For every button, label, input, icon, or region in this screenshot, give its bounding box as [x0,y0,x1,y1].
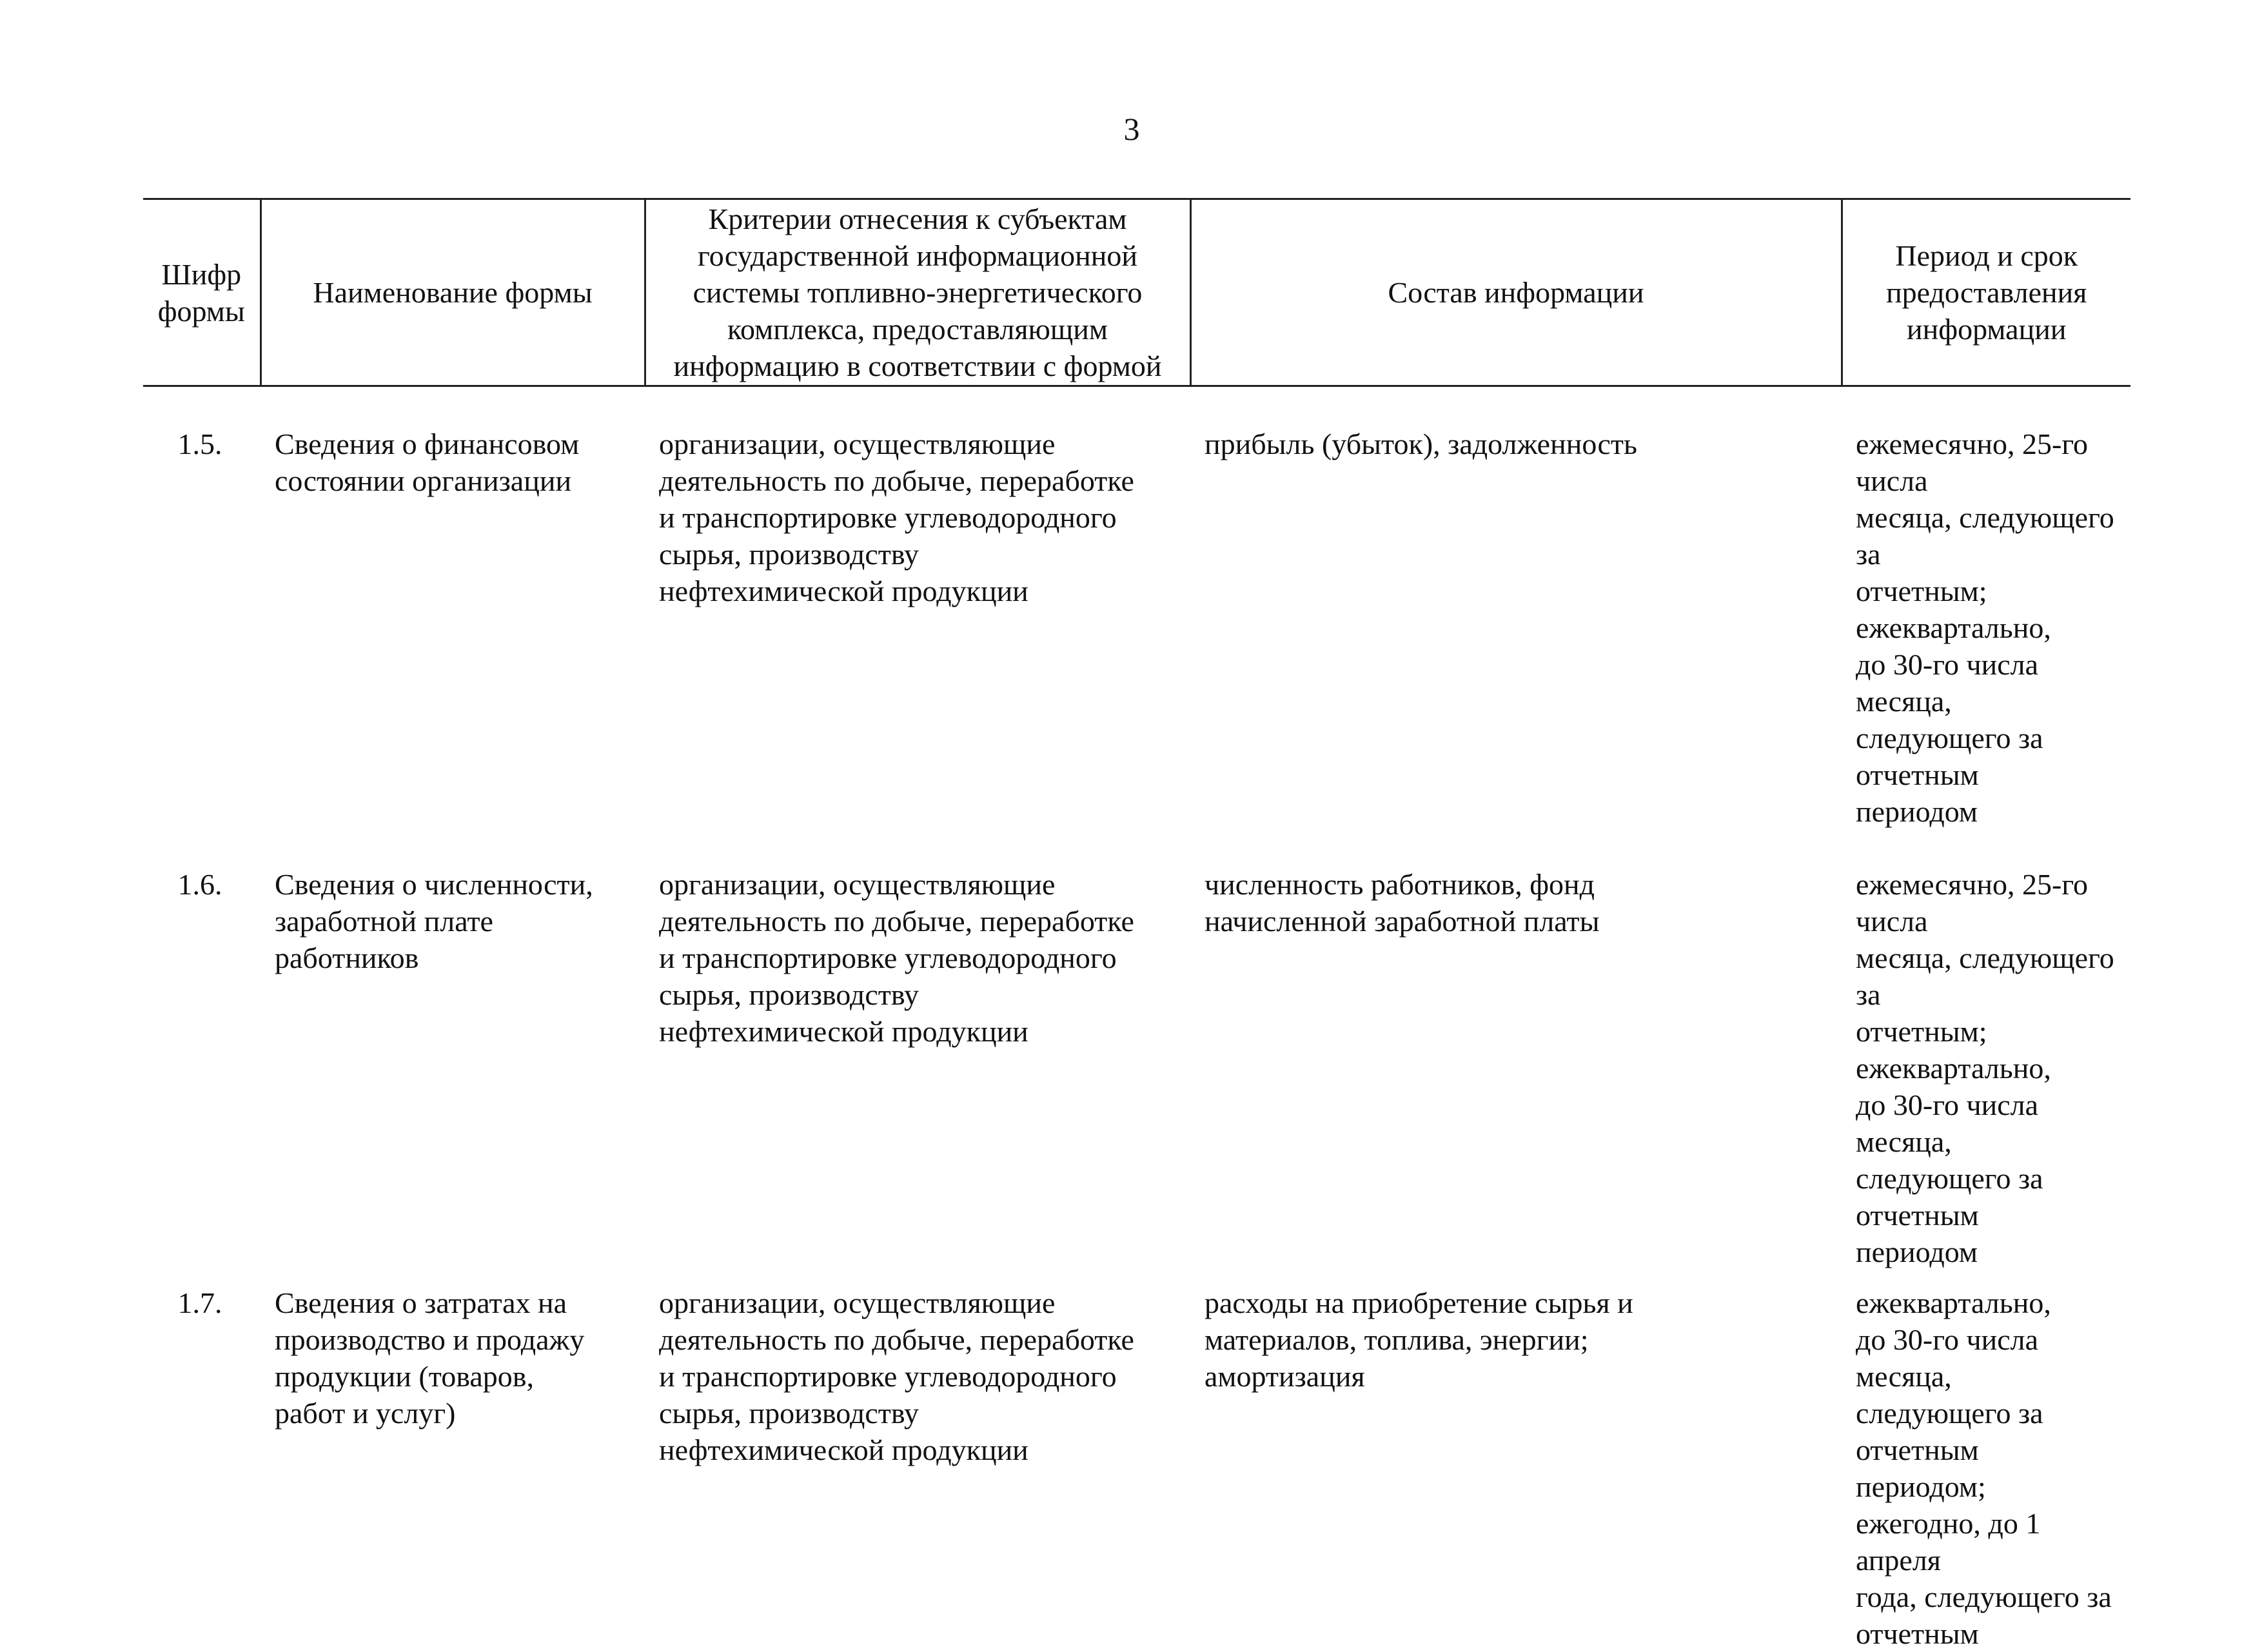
row-content: численность работников, фонд начисленной заработной платы [1190,830,1842,1270]
row-code: 1.7. [143,1270,261,1652]
row-code: 1.6. [143,830,261,1270]
row-criteria: организации, осуществляющие деятельность по добыче, переработке и транспортировке углеводородного сырья, производству нефтехимической продукции [645,1270,1190,1652]
table-row [143,1270,2130,1652]
header-content-label: Состав информации [1388,276,1644,309]
row-form-name: Сведения о финансовом состоянии организации [261,386,645,831]
header-row [143,199,2130,386]
header-code-label: Шифр формы [158,258,245,328]
header-criteria-label: Критерии отнесения к субъектам государственной информационной системы топливно-энергетического комплекса, предоставляющим информацию в соответствии с формой [673,202,1161,382]
header-criteria [645,199,1190,386]
row-code: 1.5. [143,386,261,831]
row-period: ежемесячно, 25-го числа месяца, следующего за отчетным; ежеквартально, до 30-го числа месяца, следующего за отчетным периодом [1842,830,2130,1270]
forms-table [143,198,2130,1652]
row-criteria: организации, осуществляющие деятельность по добыче, переработке и транспортировке углеводородного сырья, производству нефтехимической продукции [645,830,1190,1270]
row-content: прибыль (убыток), задолженность [1190,386,1842,831]
row-form-name: Сведения о затратах на производство и продажу продукции (товаров, работ и услуг) [261,1270,645,1652]
table-body [143,386,2130,1652]
header-period [1842,199,2130,386]
table-row [143,386,2130,831]
table-header [143,199,2130,386]
page-number: 3 [1096,110,1167,148]
header-code [143,199,261,386]
row-form-name: Сведения о численности, заработной плате работников [261,830,645,1270]
table-row [143,830,2130,1270]
header-form-name [261,199,645,386]
row-criteria: организации, осуществляющие деятельность по добыче, переработке и транспортировке углеводородного сырья, производству нефтехимической продукции [645,386,1190,831]
header-period-label: Период и срок предоставления информации [1886,239,2087,346]
header-form-name-label: Наименование формы [313,276,592,309]
row-period: ежеквартально, до 30-го числа месяца, следующего за отчетным периодом; ежегодно, до 1 апреля года, следующего за отчетным [1842,1270,2130,1652]
header-content [1190,199,1842,386]
row-period: ежемесячно, 25-го числа месяца, следующего за отчетным; ежеквартально, до 30-го числа месяца, следующего за отчетным периодом [1842,386,2130,831]
row-content: расходы на приобретение сырья и материалов, топлива, энергии; амортизация [1190,1270,1842,1652]
